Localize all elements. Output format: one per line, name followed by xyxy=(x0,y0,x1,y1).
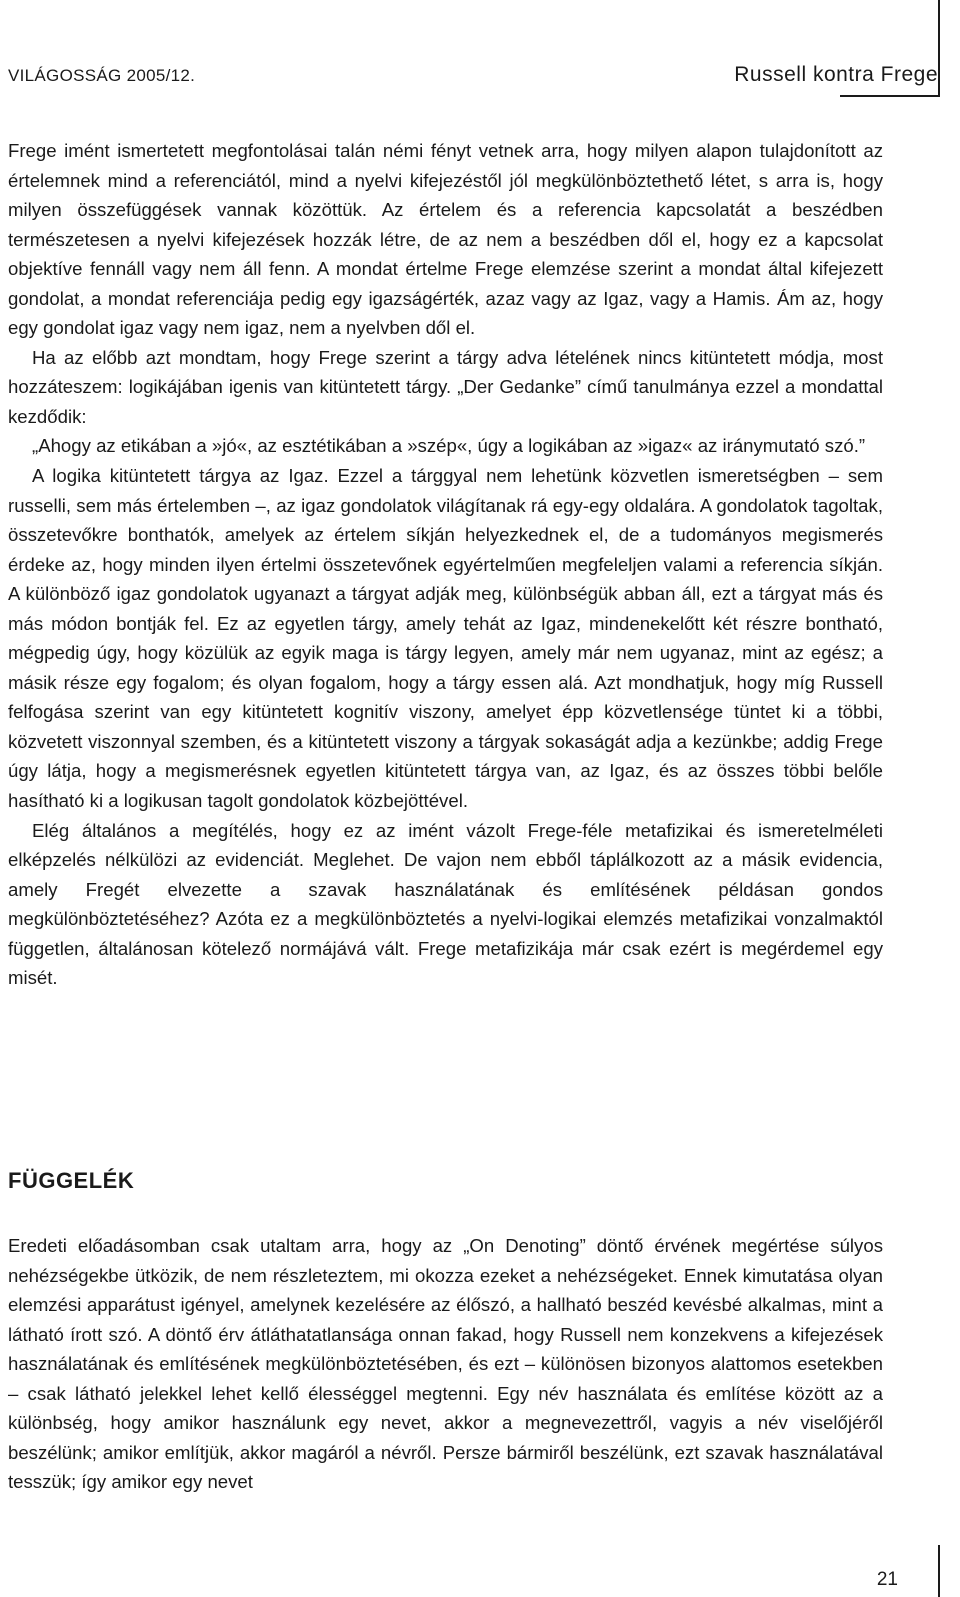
header-rule-horizontal xyxy=(840,95,940,97)
paragraph: Ha az előbb azt mondtam, hogy Frege szerint a tárgy adva lételének nincs kitüntetett módja, most hozzáteszem: logikájában igenis van kitüntetett tárgy. „Der Gedanke” című tanulmánya ezzel a mondattal kezdődik: xyxy=(8,346,883,427)
appendix-heading: FÜGGELÉK xyxy=(8,1168,135,1193)
footer-rule xyxy=(938,1545,940,1597)
article-title: Russell kontra Frege xyxy=(734,63,938,86)
paragraph: A logika kitüntetett tárgya az Igaz. Ezzel a tárggyal nem lehetünk közvetlen ismeretségben – sem russelli, sem más értelemben –, az igaz gondolatok világítanak rá egy-egy oldalára. A gondolatok tagoltak, összetevőkre bonthatók, amelyek az értelem síkján helyezkednek el, de a tudományos megismerés érdeke az, hogy minden ilyen értelmi összetevőnek egyértelműen megfeleljen valami a referencia síkján. A különböző igaz gondolatok ugyanazt a tárgyat adják meg, különbségük abban áll, ezt a tárgyat más és más módon bontják fel. Ez az egyetlen tárgy, amely tehát az Igaz, mindenekelőtt két részre bontható, mégpedig úgy, hogy közülük az egyik maga is tárgy legyen, amely már nem ugyanaz, mint az egész; a másik része egy fogalom; és olyan fogalom, hogy a tárgy essen alá. Azt mondhatjuk, hogy míg Russell felfogása szerint van egy kitüntetett kognitív viszony, amelyet épp közvetlensége tüntet ki a többi, közvetett viszonnyal szemben, és a kitüntetett viszony a tárgyak sokaságát adja a kezünkbe; addig Frege úgy látja, hogy a megismerésnek egyetlen kitüntetett tárgya van, az Igaz, és az összes többi belőle hasítható ki a logikusan tagolt gondolatok közbejöttével. xyxy=(8,465,883,812)
quotation: „Ahogy az etikában a »jó«, az esztétikában a »szép«, úgy a logikában az »igaz« az iránymutató szó.” xyxy=(32,435,866,457)
paragraph: Eredeti előadásomban csak utaltam arra, hogy az „On Denoting” döntő érvének megértése súlyos nehézségekbe ütközik, de nem részleteztem, mi okozza ezeket a nehézségeket. Ennek kimutatása olyan elemzési apparátust igényel, amelynek kezelésére az élőszó, a hallható beszéd kevésbé alkalmas, mint a látható írott szó. A döntő érv átláthatatlansága onnan fakad, hogy Russell nem konzekvens a kifejezések használatának és említésének megkülönböztetésében, és ezt – különösen bizonyos alattomos esetekben – csak látható jelekkel lehet kellő élességgel megtenni. Egy név használata és említése között az a különbség, hogy amikor használunk egy nevet, akkor a megnevezettről, vagyis a név viselőjéről beszélünk; amikor említjük, akkor magáról a névről. Persze bármiről beszélünk, ezt szavak használatával tesszük; így amikor egy nevet xyxy=(8,1235,883,1493)
paragraph: Frege imént ismertetett megfontolásai talán némi fényt vetnek arra, hogy milyen alapon tulajdonított az értelemnek mind a referenciától, mind a nyelvi kifejezéstől jól megkülönböztethető létet, s arra is, hogy milyen összefüggések vannak közöttük. Az értelem és a referencia kapcsolatát a beszédben természetesen a nyelvi kifejezések hozzák létre, de az nem a beszédben dől el, hogy ez a kapcsolat objektíve fennáll vagy nem áll fenn. A mondat értelme Frege elemzése szerint a mondat által kifejezett gondolat, a mondat referenciája pedig egy igazságérték, azaz vagy az Igaz, vagy a Hamis. Ám az, hogy egy gondolat igaz vagy nem igaz, nem a nyelvben dől el. xyxy=(8,140,883,339)
header-rule-vertical xyxy=(938,0,940,97)
journal-issue: VILÁGOSSÁG 2005/12. xyxy=(8,66,196,85)
page-number: 21 xyxy=(876,1569,898,1590)
paragraph: Elég általános a megítélés, hogy ez az imént vázolt Frege-féle metafizikai és ismeretelméleti elképzelés nélkülözi az evidenciát. Meglehet. De vajon nem ebből táplálkozott az a másik evidencia, amely Fregét elvezette a szavak használatának és említésének példásan gondos megkülönböztetéséhez? Azóta ez a megkülönböztetés a nyelvi-logikai elemzés metafizikai vonzalmaktól független, általánosan kötelező normájává vált. Frege metafizikája már csak ezért is megérdemel egy misét. xyxy=(8,819,883,989)
appendix-body xyxy=(8,1231,883,1497)
article-body xyxy=(8,136,883,993)
running-head xyxy=(0,0,960,100)
